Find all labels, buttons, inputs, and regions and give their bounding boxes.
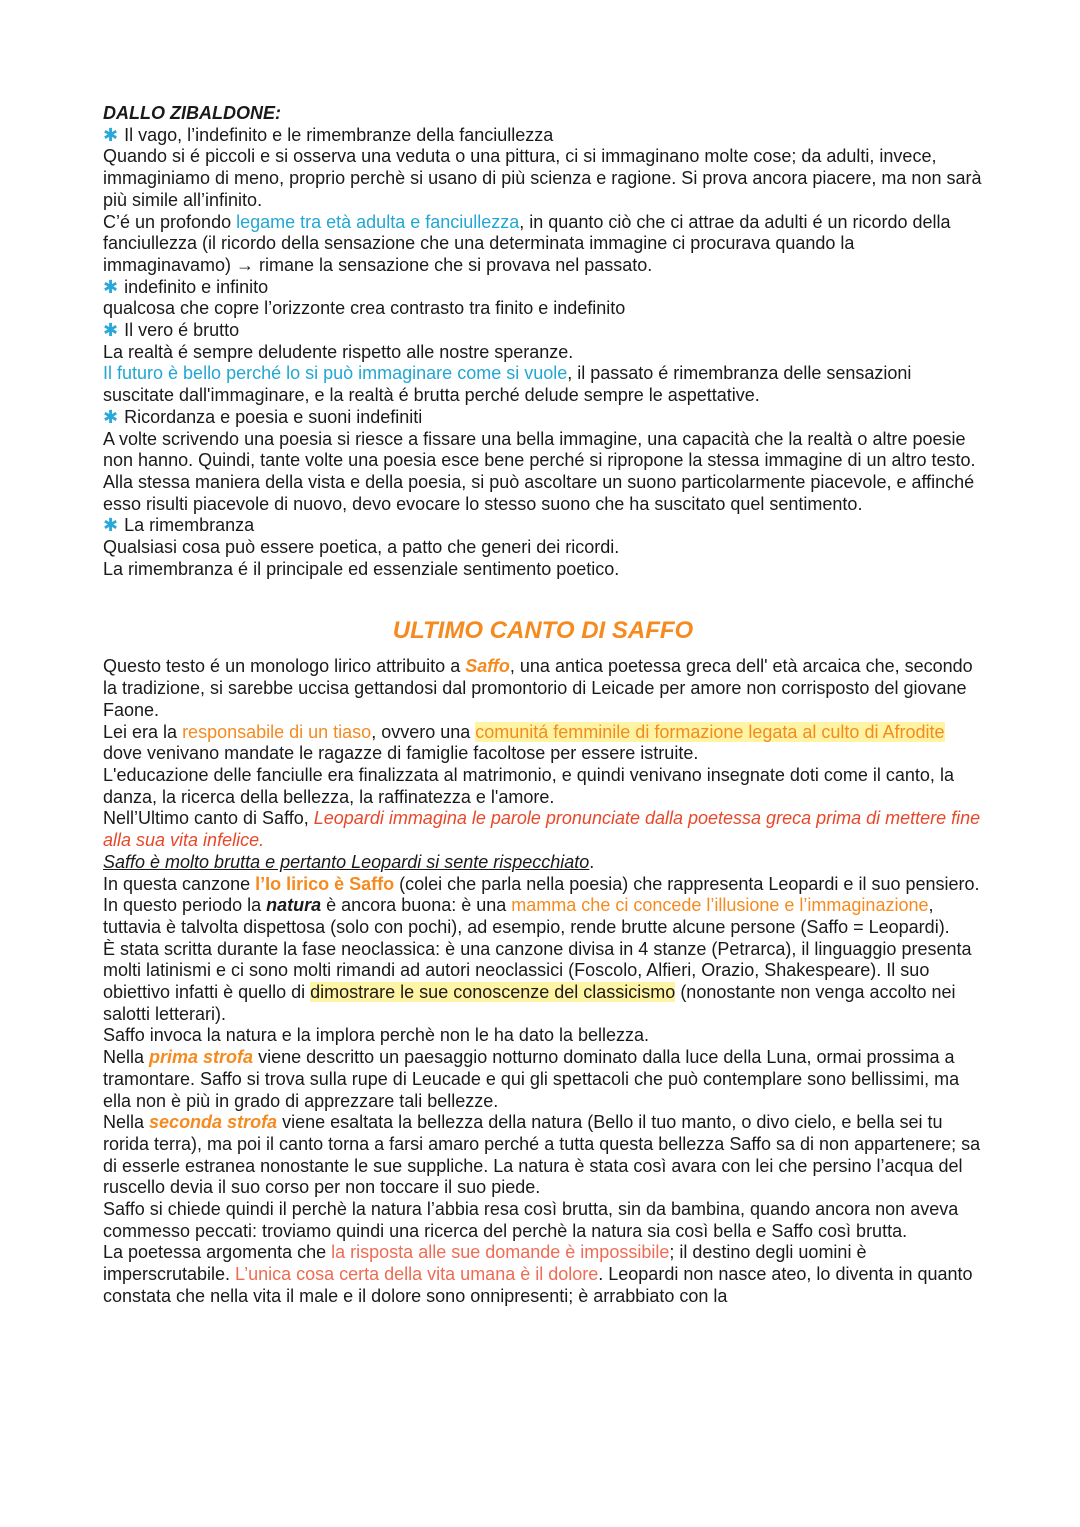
highlighted-text: la risposta alle sue domande è impossibile bbox=[331, 1242, 670, 1263]
paragraph bbox=[103, 722, 983, 765]
text-run: In questo periodo la bbox=[103, 895, 267, 916]
text-run: In questa canzone bbox=[103, 873, 256, 894]
paragraph bbox=[103, 939, 983, 1026]
text-run: Nella bbox=[103, 1047, 150, 1068]
text-run: Lei era la bbox=[103, 721, 183, 742]
bullet-item bbox=[103, 515, 983, 537]
paragraph bbox=[103, 1112, 983, 1199]
text-run: La poetessa argomenta che bbox=[103, 1242, 332, 1263]
text-run: Questo testo é un monologo lirico attribuito a bbox=[103, 656, 466, 677]
text-run: , il passato é rimembranza delle sensazioni suscitate dall'immaginare, e la realtà é brutta perché delude sempre le aspettative. bbox=[103, 363, 912, 406]
text-run: , ovvero una bbox=[371, 721, 476, 742]
asterisk-icon: ✱ bbox=[103, 320, 119, 341]
highlighted-text: responsabile di un tiaso bbox=[182, 721, 372, 742]
highlighted-text: l’Io lirico è Saffo bbox=[255, 873, 395, 894]
paragraph: La rimembranza é il principale ed essenziale sentimento poetico. bbox=[103, 558, 620, 579]
highlighted-text: legame tra età adulta e fanciullezza bbox=[236, 211, 520, 232]
highlighted-text: L’unica cosa certa della vita umana è il dolore bbox=[235, 1264, 599, 1285]
paragraph bbox=[103, 808, 983, 851]
text-run: ; il destino degli uomini è imperscrutabile. bbox=[103, 1242, 867, 1285]
text-run: C’é un profondo bbox=[103, 211, 237, 232]
text-run: Nella bbox=[103, 1112, 150, 1133]
bullet-item bbox=[103, 407, 983, 429]
text-run: , tuttavia è talvolta dispettosa (solo con pochi), ad esempio, rende brutte alcune persone (Saffo = Leopardi). bbox=[103, 895, 950, 937]
text-run: . bbox=[589, 851, 595, 872]
marker-highlight: dimostrare le sue conoscenze del classicismo bbox=[310, 982, 676, 1003]
text-run: . bbox=[259, 830, 265, 851]
highlighted-text: mamma che ci concede l’illusione e l’immaginazione bbox=[511, 895, 929, 916]
highlighted-text: Il futuro è bello perché lo si può immaginare come si vuole bbox=[103, 363, 568, 384]
text-run: viene descritto un paesaggio notturno dominato dalla luce della Luna, ormai prossima a tramontare. Saffo si trova sulla rupe di Leucade e qui gli spettacoli che può contemplare sono bellissimi, ma ella non è più in grado di apprezzare tali bellezze. bbox=[103, 1047, 960, 1111]
paragraph: Quando si é piccoli e si osserva una veduta o una pittura, ci si immaginano molte cose; da adulti, invece, immaginiamo di meno, proprio perchè si usano di più scienza e ragione. Si prova ancora piacere, ma non sarà più simile all’infinito. bbox=[103, 146, 982, 210]
bullet-title: Il vero é brutto bbox=[124, 320, 240, 341]
paragraph bbox=[103, 895, 983, 938]
paragraph bbox=[103, 1242, 983, 1307]
bullet-title: Ricordanza e poesia e suoni indefiniti bbox=[124, 406, 423, 427]
paragraph: Qualsiasi cosa può essere poetica, a patto che generi dei ricordi. bbox=[103, 537, 620, 558]
text-run: (colei che parla nella poesia) che rappresenta Leopardi e il suo pensiero. bbox=[394, 873, 980, 894]
text-run: , in quanto ciò che ci attrae da adulti é un ricordo della fanciullezza (il ricordo della sensazione che una determinata immagine ci procurava quando la immaginavamo) → rimane la sensazione che si provava nel passato. bbox=[103, 211, 951, 275]
paragraph: Saffo invoca la natura e la implora perchè non le ha dato la bellezza. bbox=[103, 1025, 650, 1046]
paragraph: A volte scrivendo una poesia si riesce a fissare una bella immagine, una capacità che la realtà o altre poesie non hanno. Quindi, tante volte una poesia esce bene perché si ripropone la stessa immagine di un altro testo. Alla stessa maniera della vista e della poesia, si può ascoltare un suono particolarmente piacevole, e affinché esso risulti piacevole di nuovo, devo evocare lo stesso suono che ha suscitato quel sentimento. bbox=[103, 428, 976, 514]
marker-highlight: comunitá femminile di formazione legata al culto di Afrodite bbox=[475, 721, 945, 742]
section-heading-zibaldone: DALLO ZIBALDONE: bbox=[103, 103, 281, 123]
bullet-title: indefinito e infinito bbox=[124, 276, 269, 297]
bullet-item bbox=[103, 125, 983, 147]
bullet-item bbox=[103, 277, 983, 299]
asterisk-icon: ✱ bbox=[103, 124, 119, 145]
bullet-title: La rimembranza bbox=[124, 515, 255, 536]
document-page bbox=[103, 103, 983, 1308]
paragraph bbox=[103, 212, 983, 277]
text-run: dove venivano mandate le ragazze di famiglie facoltose per essere istruite. bbox=[103, 743, 699, 764]
highlighted-text: Saffo bbox=[465, 656, 510, 677]
paragraph bbox=[103, 852, 983, 874]
text-run: . Leopardi non nasce ateo, lo diventa in quanto constata che nella vita il male e il dolore sono onnipresenti; è arrabbiato con la bbox=[103, 1264, 973, 1306]
asterisk-icon: ✱ bbox=[103, 515, 119, 536]
highlighted-text: seconda strofa bbox=[149, 1112, 278, 1133]
asterisk-icon: ✱ bbox=[103, 406, 119, 427]
paragraph: La realtà é sempre deludente rispetto alle nostre speranze. bbox=[103, 341, 574, 362]
bullet-item bbox=[103, 320, 983, 342]
text-run: È stata scritta durante la fase neoclassica: è una canzone divisa in 4 stanze (Petrarca), il linguaggio presenta molti latinismi e ci sono molti rimandi ad autori neoclassici (Foscolo, Alfieri, Orazio, Shakespeare). Il suo obiettivo infatti è quello di bbox=[103, 938, 972, 1003]
paragraph: Saffo si chiede quindi il perchè la natura l’abbia resa così brutta, sin da bambina, quando ancora non aveva commesso peccati: troviamo quindi una ricerca del perchè la natura sia così bella e Saffo così brutta. bbox=[103, 1199, 959, 1241]
text-run: (nonostante non venga accolto nei salotti letterari). bbox=[103, 982, 956, 1024]
paragraph: qualcosa che copre l’orizzonte crea contrasto tra finito e indefinito bbox=[103, 298, 626, 319]
bullet-title: Il vago, l’indefinito e le rimembranze della fanciullezza bbox=[124, 124, 554, 145]
section-title-saffo: ULTIMO CANTO DI SAFFO bbox=[392, 617, 694, 645]
text-run: viene esaltata la bellezza della natura (Bello il tuo manto, o divo cielo, e bella sei tu rorida terra), ma poi il canto torna a farsi amaro perché a tutta questa bellezza Saffo sa di non appartenere; sa di esserle estranea nonostante le sue suppliche. La natura è stata così avara con lei che persino l’acqua del ruscello devia il suo corso per non toccare il suo piede. bbox=[103, 1112, 981, 1198]
paragraph bbox=[103, 874, 983, 896]
highlighted-text: prima strofa bbox=[149, 1047, 254, 1068]
paragraph: L'educazione delle fanciulle era finalizzata al matrimonio, e quindi venivano insegnate doti come il canto, la danza, la ricerca della bellezza, la raffinatezza e l'amore. bbox=[103, 764, 954, 807]
asterisk-icon: ✱ bbox=[103, 276, 119, 297]
paragraph bbox=[103, 1047, 983, 1112]
paragraph bbox=[103, 656, 983, 721]
text-run: è ancora buona: è una bbox=[321, 895, 512, 916]
emphasis-text: natura bbox=[266, 895, 322, 916]
text-run: , una antica poetessa greca dell' età arcaica che, secondo la tradizione, si sarebbe uccisa gettandosi dal promontorio di Leicade per amore non corrisposto del giovane Faone. bbox=[103, 656, 973, 720]
text-run: Nell’Ultimo canto di Saffo, bbox=[103, 808, 314, 829]
paragraph bbox=[103, 363, 983, 406]
highlighted-text: Leopardi immagina le parole pronunciate dalla poetessa greca prima di mettere fine alla sua vita infelice bbox=[103, 808, 981, 851]
underlined-text: Saffo è molto brutta e pertanto Leopardi si sente rispecchiato bbox=[103, 851, 590, 872]
